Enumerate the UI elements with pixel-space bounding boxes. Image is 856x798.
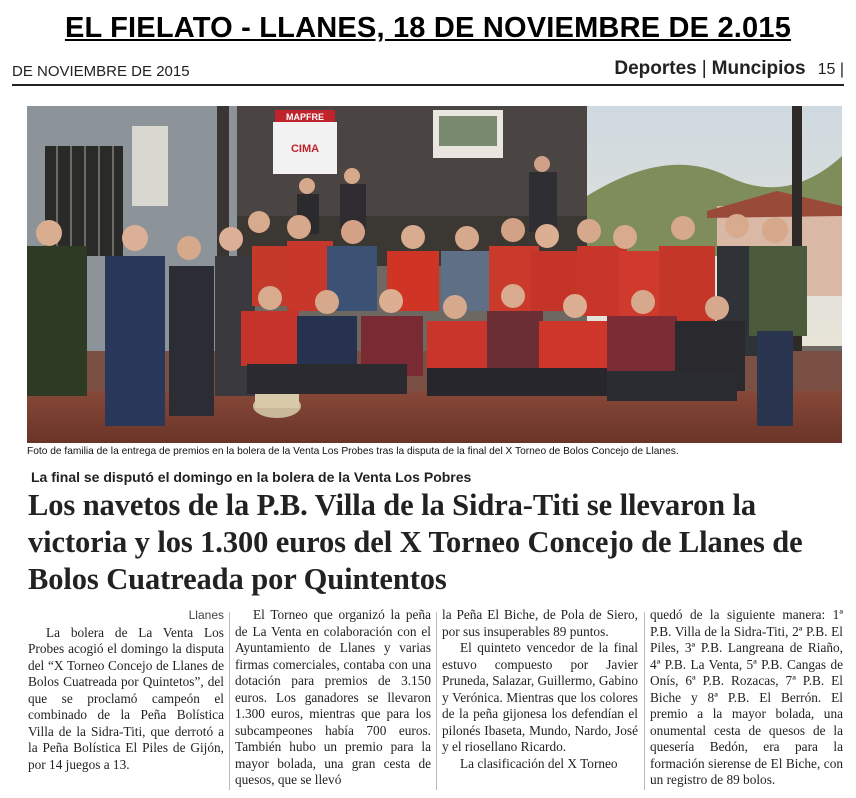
photo-sign-mapfre: MAPFRE — [286, 112, 324, 122]
article-paragraph: La bolera de La Venta Los Probes acogió el domingo la disputa del “X Torneo Concejo de Llanes de Bolos Cuatreada por Quintetos”, del que se proclamó campeón el combinado de la Peña Bolística Villa de la Sidra-Titi, que derrotó a la Peña Bolística El Piles de Gijón, por 14 juegos a 13. — [28, 624, 224, 772]
section-municipios: Muncipios — [711, 58, 806, 79]
article-column-1 — [28, 607, 224, 773]
article-headline: Los navetos de la P.B. Villa de la Sidra-Titi se llevaron la victoria y los 1.300 euros del X Torneo Concejo de Llanes de Bolos Cuatreada por Quintentos — [28, 488, 803, 596]
article-paragraph: La clasificación del X Torneo — [460, 755, 618, 771]
photo-sign-cima: CIMA — [290, 143, 320, 155]
dateline: DE NOVIEMBRE DE 2015 — [12, 63, 190, 80]
section-titles — [614, 58, 844, 80]
article-column-3 — [442, 607, 638, 772]
article-paragraph: la Peña El Biche, de Pola de Siero, por sus insuperables 89 puntos. — [442, 607, 638, 639]
newspaper-banner: EL FIELATO - LLANES, 18 DE NOVIEMBRE DE 2.015 — [64, 12, 792, 44]
page-header — [12, 58, 844, 86]
column-divider — [436, 612, 437, 790]
article-paragraph: El quinteto vencedor de la final estuvo compuesto por Javier Pruneda, Salazar, Guillermo, Gabino y Verónica. Mientras que los colores de la peña gijonesa los defendían el pilonés Ibaseta, Mundo, Nardo, José y el riosellano Ricardo. — [442, 640, 638, 754]
page-number: 15 | — [817, 61, 844, 78]
column-divider — [229, 612, 230, 790]
article-place: Llanes — [188, 608, 224, 622]
group-photo-illustration — [27, 106, 842, 443]
article-column-4 — [650, 607, 843, 789]
article-paragraph: quedó de la siguiente manera: 1ª P.B. Villa de la Sidra-Titi, 2ª P.B. El Piles, 3ª P.B. Langreana de Riaño, 4ª P.B. La Venta, 5ª P.B. Cangas de Onís, 6ª P.B. Rozacas, 7ª P.B. El Biche y 8ª P.B. El Berrón. El premio a la mayor bolada, una onumental cesta de quesos de la quesería Bedón, era para la formación sierense de El Biche, con un registro de 89 bolos. — [650, 607, 843, 787]
section-separator: | — [701, 58, 707, 79]
article-kicker: La final se disputó el domingo en la bolera de la Venta Los Pobres — [31, 469, 472, 485]
article-paragraph: El Torneo que organizó la peña de La Venta en colaboración con el Ayuntamiento de Llanes y varias firmas comerciales, contaba con una dotación para premios de 3.150 euros. Los ganadores se llevaron 1.300 euros, mientras que para los subcampeones había 700 euros. También hubo un premio para la mayor bolada, una gran cesta de quesos, que se llevó — [235, 607, 431, 787]
article-column-2 — [235, 607, 431, 789]
section-deportes: Deportes — [614, 58, 697, 79]
photo-caption: Foto de familia de la entrega de premios en la bolera de la Venta Los Probes tras la disputa de la final del X Torneo de Bolos Concejo de Llanes. — [27, 446, 679, 457]
group-photo — [27, 106, 842, 443]
column-divider — [644, 612, 645, 790]
